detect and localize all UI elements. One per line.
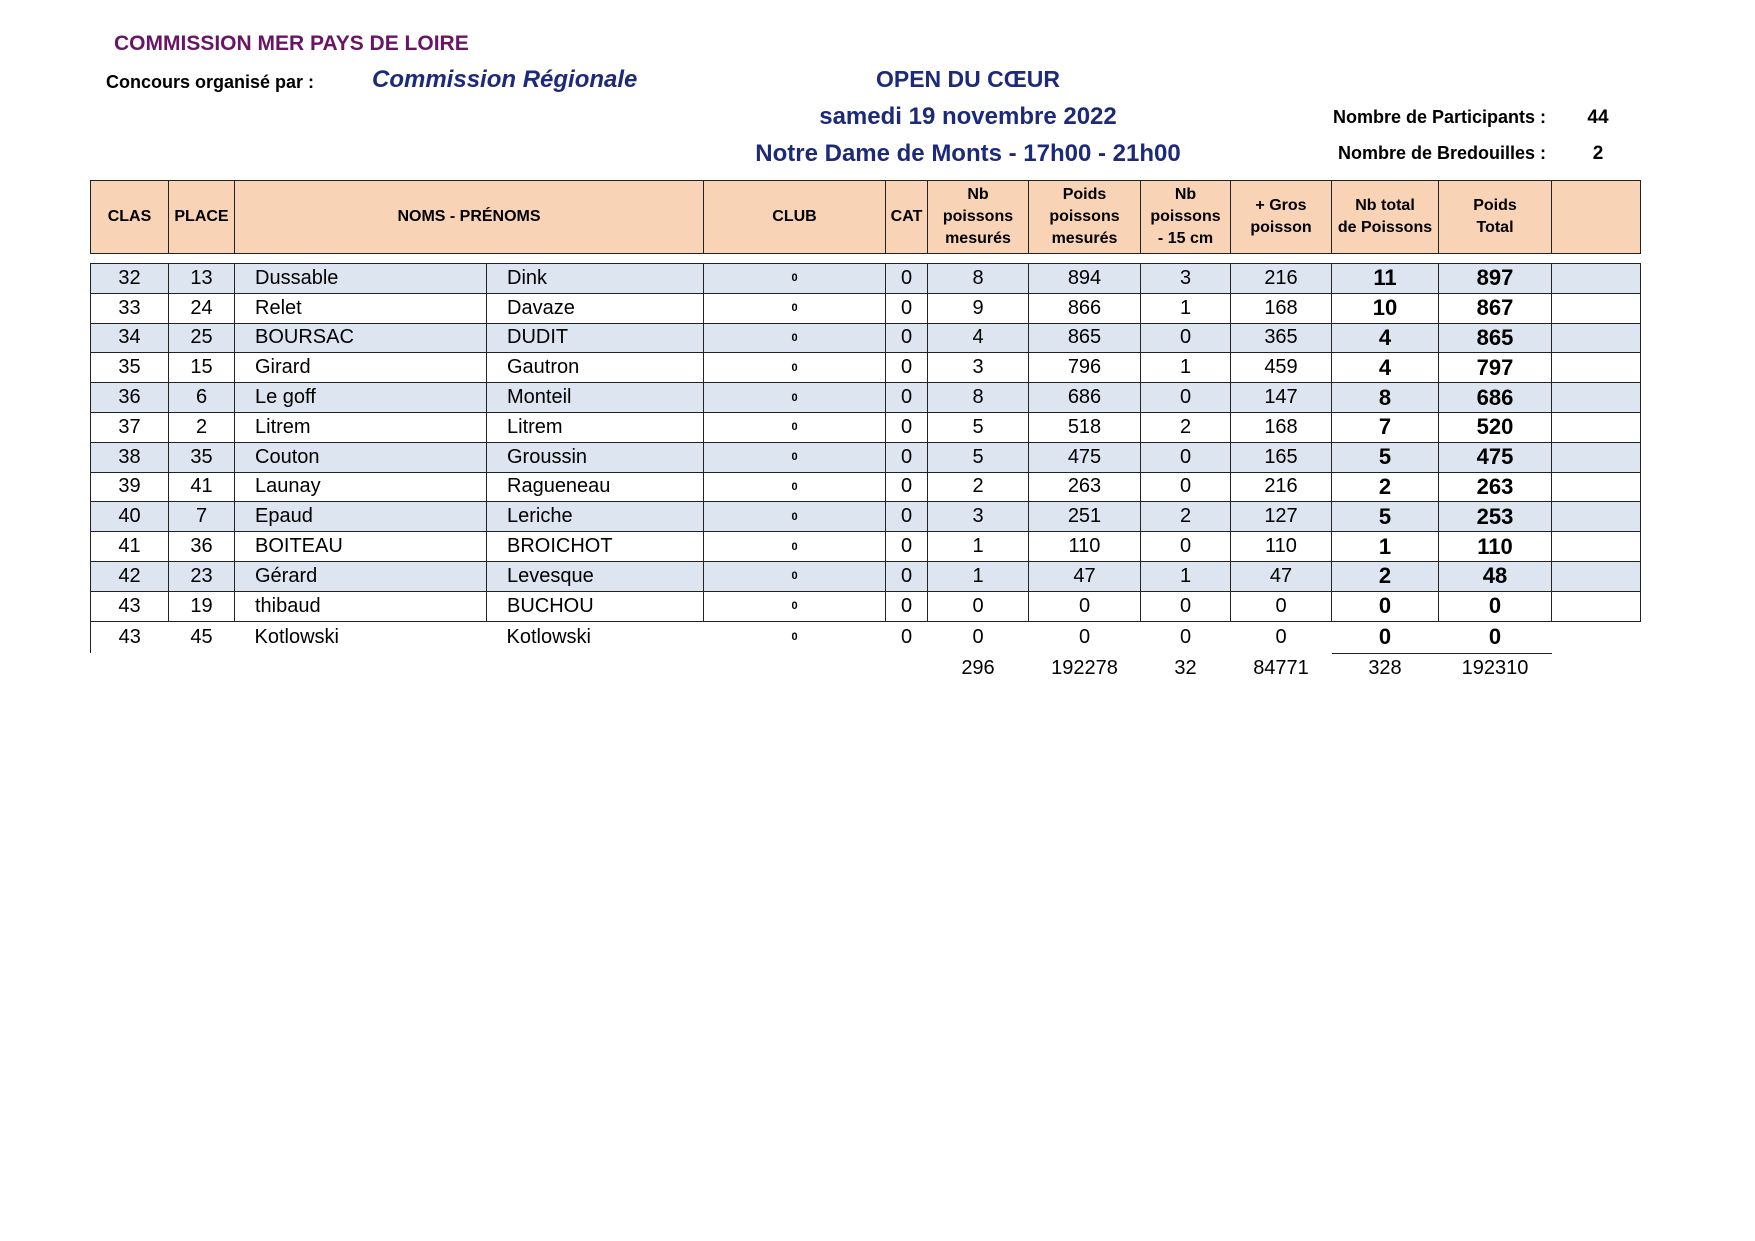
cell-biggest-fish: 0 <box>1231 591 1332 621</box>
total-weight-measured: 192278 <box>1029 653 1141 684</box>
cell-place: 36 <box>169 532 235 562</box>
cell-nb-total: 7 <box>1332 412 1439 442</box>
cell-last-name: Gérard <box>235 561 487 591</box>
cell-nb-under-15cm: 0 <box>1141 323 1231 353</box>
organization-title: COMMISSION MER PAYS DE LOIRE <box>114 32 469 55</box>
cell-first-name: Davaze <box>487 293 704 323</box>
cell-last-name: BOURSAC <box>235 323 487 353</box>
total-nb-total: 328 <box>1332 653 1439 684</box>
header-line: - 15 cm <box>1157 230 1214 247</box>
cell-last-name: Litrem <box>235 412 487 442</box>
cell-nb-measured: 1 <box>928 532 1029 562</box>
cell-first-name: Litrem <box>487 412 704 442</box>
cell-nb-measured: 1 <box>928 561 1029 591</box>
column-header-clas: CLAS <box>91 181 169 254</box>
cell-place: 25 <box>169 323 235 353</box>
cell-blank <box>1552 293 1641 323</box>
cell-weight-total: 520 <box>1439 412 1552 442</box>
cell-weight-measured: 865 <box>1029 323 1141 353</box>
cell-place: 24 <box>169 293 235 323</box>
cell-nb-measured: 0 <box>928 591 1029 621</box>
cell-weight-measured: 518 <box>1029 412 1141 442</box>
cell-cat: 0 <box>886 264 928 294</box>
cell-club: 0 <box>704 353 886 383</box>
cell-weight-measured: 110 <box>1029 532 1141 562</box>
cell-biggest-fish: 168 <box>1231 293 1332 323</box>
cell-blank <box>1552 472 1641 502</box>
cell-biggest-fish: 216 <box>1231 264 1332 294</box>
cell-last-name: Couton <box>235 442 487 472</box>
cell-weight-measured: 0 <box>1029 621 1141 653</box>
cell-clas: 35 <box>91 353 169 383</box>
cell-last-name: BOITEAU <box>235 532 487 562</box>
cell-first-name: Monteil <box>487 383 704 413</box>
column-header-nb-under-15cm <box>1141 181 1231 254</box>
table-row <box>91 502 1641 532</box>
table-row <box>91 353 1641 383</box>
cell-first-name: Gautron <box>487 353 704 383</box>
table-row <box>91 323 1641 353</box>
table-row <box>91 561 1641 591</box>
cell-weight-total: 797 <box>1439 353 1552 383</box>
cell-biggest-fish: 0 <box>1231 621 1332 653</box>
cell-biggest-fish: 216 <box>1231 472 1332 502</box>
cell-weight-measured: 251 <box>1029 502 1141 532</box>
table-row <box>91 293 1641 323</box>
cell-nb-measured: 8 <box>928 383 1029 413</box>
cell-place: 23 <box>169 561 235 591</box>
cell-nb-total: 5 <box>1332 442 1439 472</box>
cell-blank <box>1552 442 1641 472</box>
header-line: mesurés <box>945 230 1011 247</box>
cell-cat: 0 <box>886 323 928 353</box>
cell-nb-total: 11 <box>1332 264 1439 294</box>
header-line: poissons <box>1150 208 1221 225</box>
cell-first-name: Levesque <box>487 561 704 591</box>
cell-nb-measured: 0 <box>928 621 1029 653</box>
cell-cat: 0 <box>886 353 928 383</box>
cell-weight-total: 867 <box>1439 293 1552 323</box>
cell-last-name: Le goff <box>235 383 487 413</box>
totals-spacer <box>704 653 886 684</box>
cell-weight-measured: 0 <box>1029 591 1141 621</box>
cell-first-name: BROICHOT <box>487 532 704 562</box>
cell-last-name: Launay <box>235 472 487 502</box>
cell-biggest-fish: 165 <box>1231 442 1332 472</box>
cell-first-name: Leriche <box>487 502 704 532</box>
cell-nb-under-15cm: 2 <box>1141 502 1231 532</box>
organized-by-label: Concours organisé par : <box>106 72 315 92</box>
cell-clas: 37 <box>91 412 169 442</box>
cell-weight-measured: 796 <box>1029 353 1141 383</box>
cell-place: 13 <box>169 264 235 294</box>
cell-nb-under-15cm: 3 <box>1141 264 1231 294</box>
total-biggest-fish: 84771 <box>1231 653 1332 684</box>
cell-biggest-fish: 47 <box>1231 561 1332 591</box>
cell-cat: 0 <box>886 621 928 653</box>
cell-club: 0 <box>704 264 886 294</box>
cell-clas: 43 <box>91 621 169 653</box>
cell-nb-total: 2 <box>1332 472 1439 502</box>
cell-weight-measured: 686 <box>1029 383 1141 413</box>
cell-club: 0 <box>704 621 886 653</box>
cell-clas: 39 <box>91 472 169 502</box>
cell-nb-under-15cm: 0 <box>1141 442 1231 472</box>
header-line: mesurés <box>1051 230 1118 247</box>
cell-club: 0 <box>704 561 886 591</box>
cell-place: 45 <box>169 621 235 653</box>
cell-cat: 0 <box>886 532 928 562</box>
cell-cat: 0 <box>886 442 928 472</box>
cell-club: 0 <box>704 502 886 532</box>
cell-first-name: Dink <box>487 264 704 294</box>
cell-cat: 0 <box>886 412 928 442</box>
cell-weight-measured: 866 <box>1029 293 1141 323</box>
cell-nb-measured: 2 <box>928 472 1029 502</box>
totals-spacer <box>886 653 928 684</box>
cell-blank <box>1552 502 1641 532</box>
cell-blank <box>1552 561 1641 591</box>
participants-value: 44 <box>1587 107 1609 128</box>
cell-nb-under-15cm: 1 <box>1141 293 1231 323</box>
cell-last-name: Dussable <box>235 264 487 294</box>
cell-place: 6 <box>169 383 235 413</box>
cell-last-name: Kotlowski <box>235 621 487 653</box>
table-row <box>91 442 1641 472</box>
cell-club: 0 <box>704 383 886 413</box>
cell-nb-under-15cm: 0 <box>1141 532 1231 562</box>
totals-row <box>91 653 1641 684</box>
header-line: de Poissons <box>1337 219 1433 236</box>
event-title: OPEN DU CŒUR <box>875 66 1060 92</box>
column-header-weight-total <box>1439 181 1552 254</box>
cell-place: 19 <box>169 591 235 621</box>
cell-biggest-fish: 459 <box>1231 353 1332 383</box>
totals-spacer <box>487 653 704 684</box>
cell-nb-under-15cm: 0 <box>1141 621 1231 653</box>
cell-last-name: thibaud <box>235 591 487 621</box>
cell-club: 0 <box>704 442 886 472</box>
totals-spacer <box>1552 653 1641 684</box>
cell-nb-measured: 5 <box>928 442 1029 472</box>
totals-spacer <box>91 653 169 684</box>
table-row <box>91 264 1641 294</box>
cell-weight-measured: 894 <box>1029 264 1141 294</box>
cell-nb-under-15cm: 2 <box>1141 412 1231 442</box>
column-header-weight-measured <box>1029 181 1141 254</box>
cell-nb-total: 0 <box>1332 621 1439 653</box>
cell-weight-measured: 475 <box>1029 442 1141 472</box>
results-table-body <box>90 263 1641 684</box>
cell-place: 2 <box>169 412 235 442</box>
table-row <box>91 621 1641 653</box>
cell-blank <box>1552 383 1641 413</box>
cell-nb-measured: 4 <box>928 323 1029 353</box>
cell-weight-measured: 47 <box>1029 561 1141 591</box>
cell-clas: 38 <box>91 442 169 472</box>
cell-club: 0 <box>704 591 886 621</box>
cell-blank <box>1552 621 1641 653</box>
cell-nb-total: 1 <box>1332 532 1439 562</box>
cell-biggest-fish: 365 <box>1231 323 1332 353</box>
cell-place: 41 <box>169 472 235 502</box>
header-line: poissons <box>1049 208 1120 225</box>
cell-blank <box>1552 532 1641 562</box>
cell-biggest-fish: 168 <box>1231 412 1332 442</box>
cell-biggest-fish: 147 <box>1231 383 1332 413</box>
bredouilles-value: 2 <box>1592 143 1604 164</box>
cell-club: 0 <box>704 323 886 353</box>
table-row <box>91 532 1641 562</box>
cell-blank <box>1552 323 1641 353</box>
cell-blank <box>1552 412 1641 442</box>
cell-weight-total: 897 <box>1439 264 1552 294</box>
cell-first-name: Ragueneau <box>487 472 704 502</box>
column-header-names: NOMS - PRÉNOMS <box>235 181 704 254</box>
column-header-nb-measured <box>928 181 1029 254</box>
cell-first-name: BUCHOU <box>487 591 704 621</box>
cell-nb-total: 4 <box>1332 323 1439 353</box>
cell-cat: 0 <box>886 502 928 532</box>
column-header-nb-total <box>1332 181 1439 254</box>
cell-last-name: Relet <box>235 293 487 323</box>
cell-club: 0 <box>704 412 886 442</box>
cell-place: 35 <box>169 442 235 472</box>
cell-clas: 32 <box>91 264 169 294</box>
cell-nb-total: 4 <box>1332 353 1439 383</box>
cell-blank <box>1552 591 1641 621</box>
cell-last-name: Girard <box>235 353 487 383</box>
header-line: Poids <box>1473 197 1517 214</box>
cell-nb-under-15cm: 1 <box>1141 353 1231 383</box>
results-table-header <box>90 180 1641 254</box>
cell-nb-total: 2 <box>1332 561 1439 591</box>
cell-weight-total: 475 <box>1439 442 1552 472</box>
header-line: Nb <box>967 186 989 203</box>
cell-cat: 0 <box>886 472 928 502</box>
cell-weight-total: 48 <box>1439 561 1552 591</box>
cell-place: 15 <box>169 353 235 383</box>
header-line: poisson <box>1250 219 1312 236</box>
cell-weight-total: 0 <box>1439 621 1552 653</box>
cell-clas: 42 <box>91 561 169 591</box>
cell-nb-measured: 3 <box>928 353 1029 383</box>
cell-weight-total: 686 <box>1439 383 1552 413</box>
cell-last-name: Epaud <box>235 502 487 532</box>
header-line: + Gros <box>1255 197 1307 214</box>
cell-clas: 43 <box>91 591 169 621</box>
cell-blank <box>1552 264 1641 294</box>
event-place: Notre Dame de Monts - 17h00 - 21h00 <box>755 140 1181 167</box>
cell-clas: 41 <box>91 532 169 562</box>
cell-nb-under-15cm: 1 <box>1141 561 1231 591</box>
table-row <box>91 591 1641 621</box>
cell-biggest-fish: 110 <box>1231 532 1332 562</box>
cell-first-name: Groussin <box>487 442 704 472</box>
column-header-club: CLUB <box>704 181 886 254</box>
cell-first-name: DUDIT <box>487 323 704 353</box>
event-date: samedi 19 novembre 2022 <box>819 103 1117 130</box>
header-line: Nb total <box>1355 197 1415 214</box>
cell-blank <box>1552 353 1641 383</box>
cell-nb-under-15cm: 0 <box>1141 383 1231 413</box>
cell-nb-measured: 3 <box>928 502 1029 532</box>
cell-nb-total: 0 <box>1332 591 1439 621</box>
table-row <box>91 472 1641 502</box>
column-header-biggest-fish <box>1231 181 1332 254</box>
cell-weight-total: 253 <box>1439 502 1552 532</box>
cell-clas: 36 <box>91 383 169 413</box>
table-row <box>91 383 1641 413</box>
header-line: Nb <box>1174 186 1197 203</box>
participants-label: Nombre de Participants : <box>1332 107 1546 127</box>
cell-weight-measured: 263 <box>1029 472 1141 502</box>
cell-cat: 0 <box>886 383 928 413</box>
column-header-cat: CAT <box>886 181 928 254</box>
cell-clas: 33 <box>91 293 169 323</box>
cell-club: 0 <box>704 532 886 562</box>
cell-nb-under-15cm: 0 <box>1141 591 1231 621</box>
cell-cat: 0 <box>886 293 928 323</box>
totals-spacer <box>169 653 235 684</box>
organized-by-value: Commission Régionale <box>372 66 638 93</box>
cell-nb-measured: 8 <box>928 264 1029 294</box>
table-row <box>91 412 1641 442</box>
totals-spacer <box>235 653 487 684</box>
cell-nb-total: 10 <box>1332 293 1439 323</box>
cell-first-name: Kotlowski <box>487 621 704 653</box>
header-line: poissons <box>942 208 1014 225</box>
cell-nb-total: 8 <box>1332 383 1439 413</box>
column-header-blank <box>1552 181 1641 254</box>
header-line: Poids <box>1062 186 1107 203</box>
cell-club: 0 <box>704 293 886 323</box>
cell-place: 7 <box>169 502 235 532</box>
cell-nb-measured: 9 <box>928 293 1029 323</box>
cell-weight-total: 0 <box>1439 591 1552 621</box>
cell-nb-total: 5 <box>1332 502 1439 532</box>
cell-nb-under-15cm: 0 <box>1141 472 1231 502</box>
total-nb-under-15cm: 32 <box>1141 653 1231 684</box>
cell-weight-total: 865 <box>1439 323 1552 353</box>
cell-clas: 40 <box>91 502 169 532</box>
cell-weight-total: 263 <box>1439 472 1552 502</box>
cell-cat: 0 <box>886 561 928 591</box>
total-nb-measured: 296 <box>928 653 1029 684</box>
header-line: Total <box>1476 219 1514 236</box>
cell-weight-total: 110 <box>1439 532 1552 562</box>
cell-cat: 0 <box>886 591 928 621</box>
cell-nb-measured: 5 <box>928 412 1029 442</box>
cell-biggest-fish: 127 <box>1231 502 1332 532</box>
bredouilles-label: Nombre de Bredouilles : <box>1337 143 1546 163</box>
cell-clas: 34 <box>91 323 169 353</box>
cell-club: 0 <box>704 472 886 502</box>
column-header-place: PLACE <box>169 181 235 254</box>
total-weight-total: 192310 <box>1439 653 1552 684</box>
